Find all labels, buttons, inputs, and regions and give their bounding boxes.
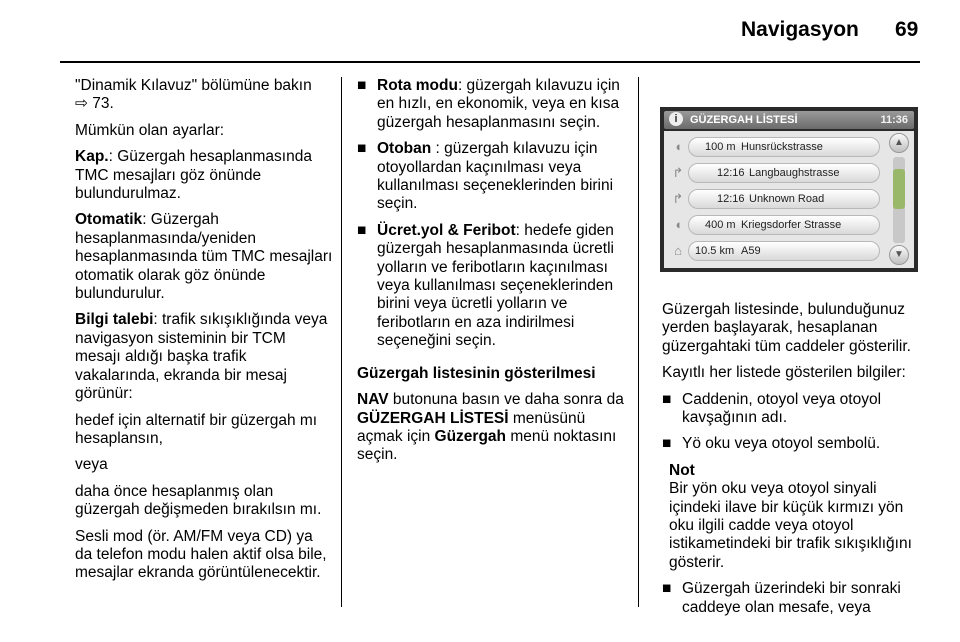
turn-arrow-icon: ↱ [672, 165, 684, 180]
column-divider [638, 77, 639, 607]
info-icon: i [669, 112, 683, 126]
screen-clock: 11:36 [880, 114, 908, 126]
list-item: ⌂ 10.5 km A59 [670, 241, 882, 261]
scroll-thumb [893, 169, 905, 209]
note-text: Bir yön oku veya otoyol sinyali içindeki ilave bir küçük kırmızı yön oku ilgili cadde veya otoyol istikametindeki bir trafik sıkışıklığını gösterir. [669, 480, 912, 571]
bullet-otoban: ■ Otoban : güzergah kılavuzu için otoyollardan kaçınılması veya kullanılması seçeneklerinden birini seçin. [357, 140, 614, 213]
scroll-track [893, 157, 905, 243]
page-reference: ⇨ 73. [75, 95, 114, 113]
section-heading: Güzergah listesinin gösterilmesi [357, 364, 596, 382]
bullet-distance: ■ Güzergah üzerindeki bir sonraki caddeye olan mesafe, veya [662, 580, 901, 616]
question-2: daha önce hesaplanmış olan güzergah değişmeden bırakılsın mı. [75, 482, 322, 519]
note-heading: Not [669, 461, 695, 479]
screen-title-bar [664, 111, 914, 129]
route-list [664, 131, 914, 268]
destination-icon: ⌂ [674, 243, 682, 258]
chevron-up-icon: ▲ [889, 133, 909, 153]
bullet-ucret-yol: ■ Ücret.yol & Feribot: hedefe giden güzergah hesaplanmasında ücretli yolların ve feribotların kaçınılması veya kullanılması seçeneklerinden birini veya ücretli yolların ve feribotların en aza indirilmesi seçeneğini seçin. [357, 221, 614, 350]
page-number: 69 [895, 18, 919, 41]
column-2 [357, 77, 625, 473]
list-item: ↱ 12:16 Langbaughstrasse [670, 163, 882, 183]
chevron-down-icon: ▼ [889, 245, 909, 265]
list-item: ↱ 12:16 Unknown Road [670, 189, 882, 209]
paragraph-route-list: NAV butonuna basın ve daha sonra da GÜZERGAH LİSTESİ menüsünü açmak için Güzergah menü noktasını seçin. [357, 391, 624, 464]
column-3 [662, 301, 924, 625]
screen-title: GÜZERGAH LİSTESİ [690, 114, 798, 126]
question-1: hedef için alternatif bir güzergah mı hesaplansın, [75, 411, 318, 447]
scrollbar [889, 133, 909, 266]
bullet-rota-modu: ■ Rota modu: güzergah kılavuzu için en hızlı, en ekonomik, veya en kısa güzergah hesaplanmasını seçin. [357, 77, 620, 131]
or-text: veya [75, 456, 108, 474]
column-1 [75, 77, 333, 591]
note-block [669, 462, 924, 572]
bullet-direction-arrow: ■ Yö oku veya otoyol sembolü. [662, 435, 881, 453]
column-divider [341, 77, 342, 607]
road-icon: ◖ [674, 217, 682, 232]
setting-otomatik: Otomatik: Güzergah hesaplanmasında/yeniden hesaplanmasında tüm TMC mesajları otomatik olarak göz önünde bulundurulur. [75, 211, 333, 303]
setting-kap: Kap.: Güzergah hesaplanmasında TMC mesajları göz önünde bulundurulmaz. [75, 148, 312, 203]
paragraph-route-list-desc: Güzergah listesinde, bulunduğunuz yerden başlayarak, hesaplanan güzergahtaki tüm caddeler gösterilir. [662, 301, 911, 355]
turn-arrow-icon: ↱ [672, 191, 684, 206]
paragraph-info-shown: Kayıtlı her listede gösterilen bilgiler: [662, 364, 906, 382]
setting-bilgi: Bilgi talebi: trafik sıkışıklığında veya navigasyon sisteminin bir TCM mesajı aldığı başka trafik vakalarında, ekranda bir mesaj görünür: [75, 311, 328, 403]
paragraph-settings: Mümkün olan ayarlar: [75, 121, 225, 139]
page-header [0, 0, 960, 60]
bullet-street-name: ■ Caddenin, otoyol veya otoyol kavşağının adı. [662, 390, 882, 427]
route-list-screenshot [660, 107, 918, 272]
road-icon: ◖ [674, 139, 682, 154]
paragraph-audio-mode: Sesli mod (ör. AM/FM veya CD) ya da telefon modu halen aktif olsa bile, mesajlar ekranda görüntülenecektir. [75, 527, 327, 582]
list-item: ◖ 400 m Kriegsdorfer Strasse [670, 215, 882, 235]
header-rule [60, 61, 920, 63]
paragraph-dynamic-guidance: "Dinamik Kılavuz" bölümüne bakın ⇨ 73. [75, 77, 312, 113]
list-item: ◖ 100 m Hunsrückstrasse [670, 137, 882, 157]
page-title: Navigasyon [741, 18, 859, 41]
